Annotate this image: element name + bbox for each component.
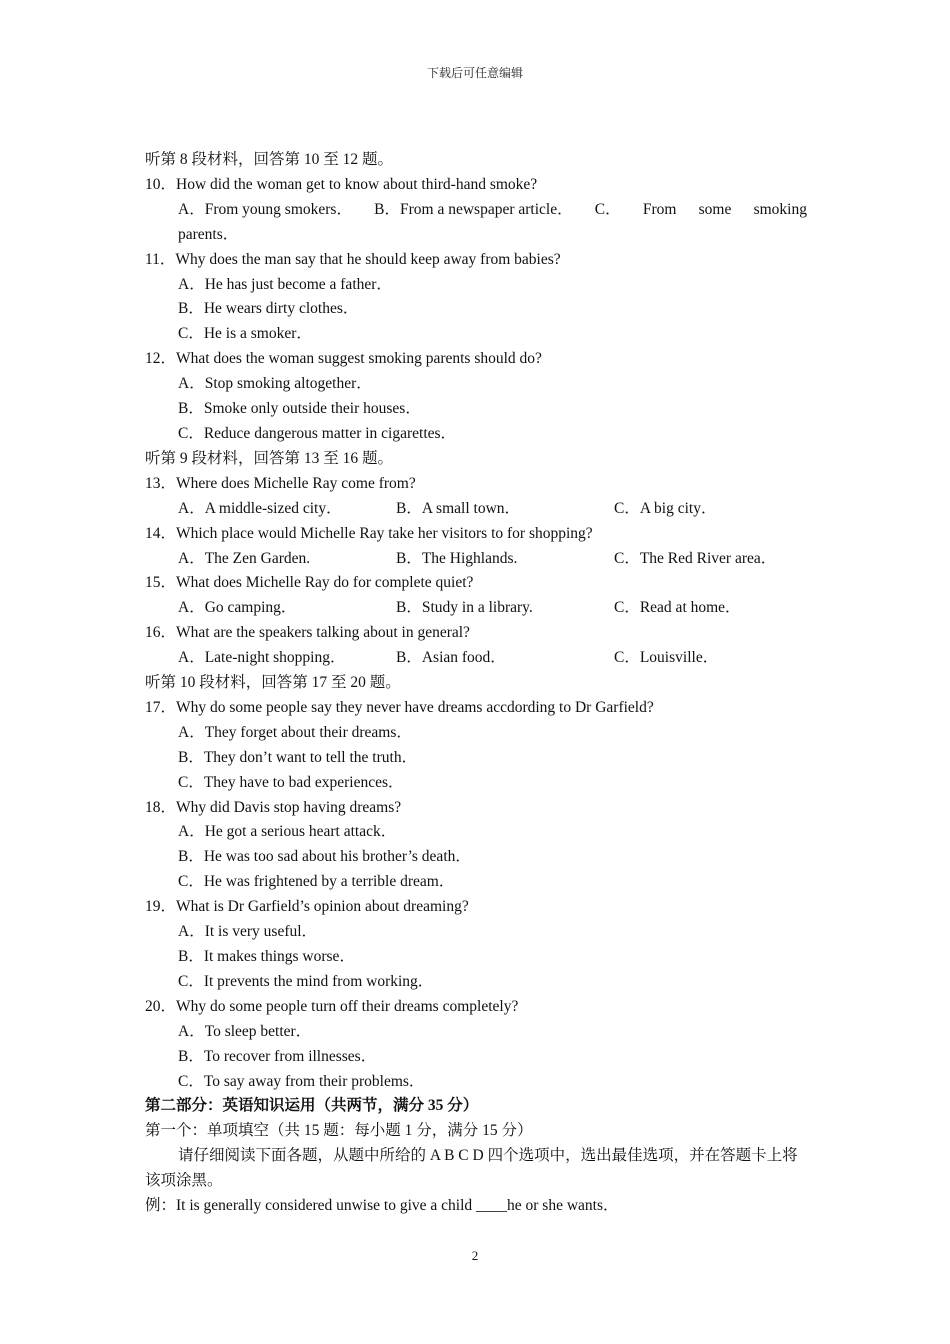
question-12-option-b: B．Smoke only outside their houses．	[178, 400, 421, 418]
question-12-stem: 12．What does the woman suggest smoking parents should do?	[145, 350, 542, 368]
example-sentence: 例：It is generally considered unwise to give a child ____he or she wants．	[145, 1197, 619, 1215]
question-14-option-c: C．The Red River area．	[614, 549, 777, 567]
part-2-heading: 第二部分：英语知识运用（共两节，满分 35 分）	[145, 1097, 479, 1115]
question-14-stem: 14．Which place would Michelle Ray take her visitors to for shopping?	[145, 524, 593, 542]
question-20-option-a: A．To sleep better．	[178, 1022, 312, 1040]
question-13-option-b: B．A small town．	[396, 499, 521, 517]
page-header: 下载后可任意编辑	[426, 66, 523, 80]
question-13-option-c: C．A big city．	[614, 499, 717, 517]
question-20-option-c: C．To say away from their problems．	[178, 1072, 425, 1090]
question-16-options	[145, 646, 807, 671]
page-number: 2	[471, 1248, 479, 1263]
question-17-stem: 17．Why do some people say they never have dreams accdording to Dr Garfield?	[145, 698, 654, 716]
question-10-option-c-continued: parents．	[178, 225, 239, 243]
question-16-stem: 16．What are the speakers talking about in general?	[145, 624, 470, 642]
question-15-option-a: A．Go camping．	[178, 599, 297, 617]
question-10-option-c-word: some	[698, 200, 732, 218]
question-14-option-a: A．The Zen Garden.	[178, 549, 311, 567]
question-12-option-a: A．Stop smoking altogether．	[178, 375, 372, 393]
question-15-options	[145, 596, 807, 621]
section-8-heading: 听第 8 段材料，回答第 10 至 12 题。	[145, 151, 394, 168]
question-10-option-c-word: From	[642, 200, 677, 218]
question-20-stem: 20．Why do some people turn off their dreams completely?	[145, 997, 519, 1015]
question-15-option-b: B．Study in a library.	[396, 599, 533, 617]
question-12-option-c: C．Reduce dangerous matter in cigarettes．	[178, 424, 457, 442]
section-9-heading: 听第 9 段材料，回答第 13 至 16 题。	[145, 449, 394, 467]
question-19-option-c: C．It prevents the mind from working．	[178, 972, 434, 990]
question-20-option-b: B．To recover from illnesses．	[178, 1047, 377, 1065]
question-16-option-c: C．Louisville．	[614, 649, 719, 667]
question-13-option-a: A．A middle-sized city．	[178, 499, 342, 517]
question-16-option-a: A．Late-night shopping．	[178, 649, 346, 667]
question-10-option-a: A．From young smokers．	[178, 200, 352, 218]
question-11-option-b: B．He wears dirty clothes．	[178, 300, 359, 318]
question-16-option-b: B．Asian food．	[396, 649, 506, 667]
question-15-option-c: C．Read at home．	[614, 599, 741, 617]
question-18-stem: 18．Why did Davis stop having dreams?	[145, 798, 402, 816]
question-10-option-b: B．From a newspaper article．	[374, 200, 573, 218]
question-19-option-a: A．It is very useful．	[178, 923, 318, 941]
section-1-heading: 第一个：单项填空（共 15 题：每小题 1 分，满分 15 分）	[145, 1122, 533, 1140]
question-19-option-b: B．It makes things worse．	[178, 948, 355, 965]
question-14-options	[145, 547, 807, 572]
question-18-option-c: C．He was frightened by a terrible dream．	[178, 873, 455, 891]
question-14-option-b: B．The Highlands.	[396, 549, 518, 567]
section-10-heading: 听第 10 段材料，回答第 17 至 20 题。	[145, 674, 401, 692]
document-body	[145, 148, 807, 1219]
question-17-option-a: A．They forget about their dreams．	[178, 723, 412, 741]
question-10-options	[145, 198, 807, 223]
question-11-option-c: C．He is a smoker．	[178, 325, 312, 343]
question-11-stem: 11．Why does the man say that he should keep away from babies?	[145, 250, 561, 268]
question-19-stem: 19．What is Dr Garfield’s opinion about dreaming?	[145, 898, 469, 916]
question-11-option-a: A．He has just become a father．	[178, 275, 392, 293]
question-10-option-c-word: smoking	[753, 200, 807, 218]
question-10-option-c-label: C．	[594, 200, 621, 218]
question-17-option-b: B．They don’t want to tell the truth．	[178, 748, 418, 766]
question-15-stem: 15．What does Michelle Ray do for complete quiet?	[145, 574, 474, 592]
question-18-option-b: B．He was too sad about his brother’s death．	[178, 848, 471, 866]
question-18-option-a: A．He got a serious heart attack．	[178, 823, 397, 841]
question-10-stem: 10．How did the woman get to know about third-hand smoke?	[145, 175, 538, 193]
question-13-options	[145, 497, 807, 522]
question-17-option-c: C．They have to bad experiences．	[178, 773, 404, 791]
instructions-paragraph: 请仔细阅读下面各题，从题中所给的 A B C D 四个选项中，选出最佳选项，并在答题卡上将该项涂黑。	[145, 1147, 798, 1190]
question-13-stem: 13．Where does Michelle Ray come from?	[145, 474, 416, 492]
